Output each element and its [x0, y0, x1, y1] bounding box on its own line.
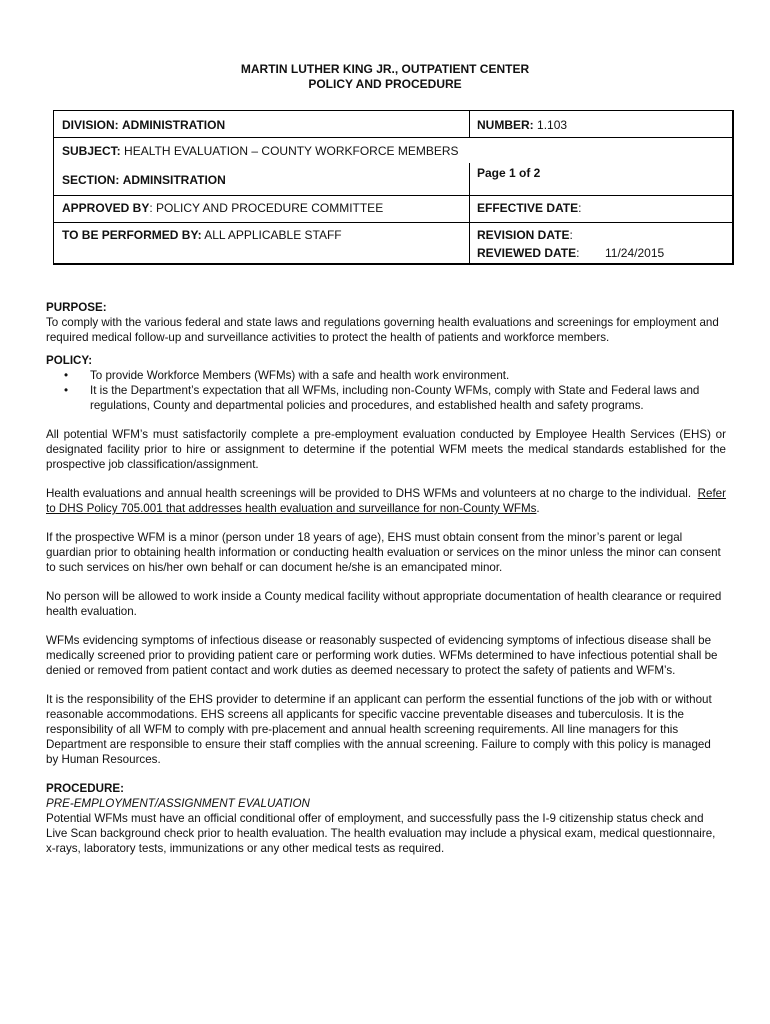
- procedure-heading: PROCEDURE:: [46, 782, 124, 795]
- bullet-glyph: •: [64, 369, 69, 382]
- approved-cell: [62, 201, 383, 216]
- approved-label: APPROVED BY: [62, 201, 150, 215]
- reviewed-colon: :: [576, 246, 580, 260]
- policy-bullet-list: [46, 368, 726, 413]
- division-cell: [62, 118, 225, 133]
- section-cell: [62, 173, 226, 188]
- page-info-cell: [477, 166, 540, 181]
- row-line-1: [54, 137, 733, 138]
- policy-paragraph-3: If the prospective WFM is a minor (person under 18 years of age), EHS must obtain consent from the minor’s parent or legal guardian prior to obtaining health information or conducting health evaluation or services on the minor unless the minor can consent to such services on his/her own behalf or can document he/she is an emancipated minor.: [46, 531, 721, 574]
- performed-label: TO BE PERFORMED BY:: [62, 228, 202, 242]
- approved-colon: :: [149, 201, 153, 215]
- dhs-policy-reference-link[interactable]: Refer to DHS Policy 705.001 that addresses health evaluation and surveillance for non-County WFMs: [46, 487, 726, 515]
- policy-bullet-1-text: To provide Workforce Members (WFMs) with a safe and health work environment.: [90, 369, 510, 382]
- policy-paragraph-1: All potential WFM’s must satisfactorily complete a pre-employment evaluation conducted by Employee Health Services (EHS) or designated facility prior to hire or assignment to determine if the potential WFM meets the medical standards established for the prospective job classification/assignment.: [46, 428, 726, 471]
- policy-paragraph-4: No person will be allowed to work inside a County medical facility without appropriate documentation of health clearance or required health evaluation.: [46, 590, 722, 618]
- reviewed-label: REVIEWED DATE: [477, 246, 577, 260]
- effective-colon: :: [578, 201, 582, 215]
- number-cell: [477, 118, 567, 133]
- bullet-glyph: •: [64, 384, 69, 397]
- approved-value: POLICY AND PROCEDURE COMMITTEE: [156, 201, 384, 215]
- division-label: DIVISION:: [62, 118, 119, 132]
- section-value: ADMINSITRATION: [122, 173, 226, 187]
- performed-cell: [62, 228, 342, 243]
- policy-bullet-2-text: It is the Department’s expectation that all WFMs, including non-County WFMs, comply with State and Federal laws and regulations, County and departmental policies and procedures, and established health and safety programs.: [90, 384, 700, 412]
- division-value: ADMINISTRATION: [122, 118, 226, 132]
- subject-cell: [62, 144, 459, 159]
- document-title: [0, 62, 770, 92]
- revision-label: REVISION DATE: [477, 228, 570, 242]
- row-line-4: [54, 222, 733, 223]
- subject-value: HEALTH EVALUATION – COUNTY WORKFORCE MEMBERS: [124, 144, 459, 158]
- reviewed-value-cell: [605, 246, 664, 261]
- policy-paragraph-2-text: Health evaluations and annual health screenings will be provided to DHS WFMs and volunteers at no charge to the individual.: [46, 487, 692, 500]
- performed-value: ALL APPLICABLE STAFF: [204, 228, 342, 242]
- number-value: 1.103: [537, 118, 568, 132]
- page-info: Page 1 of 2: [477, 166, 541, 180]
- document-body: [46, 300, 726, 856]
- divider-rows3-5: [469, 163, 470, 264]
- row-line-3: [54, 195, 733, 196]
- section-label: SECTION:: [62, 173, 120, 187]
- reviewed-cell: [477, 246, 579, 261]
- title-line-1: MARTIN LUTHER KING JR., OUTPATIENT CENTER: [240, 62, 530, 76]
- policy-paragraph-2-end: .: [536, 502, 540, 515]
- effective-cell: [477, 201, 581, 216]
- divider-row1: [469, 111, 470, 137]
- reviewed-value: 11/24/2015: [605, 246, 665, 260]
- title-line-2: POLICY AND PROCEDURE: [308, 77, 462, 91]
- policy-paragraph-5: WFMs evidencing symptoms of infectious disease or reasonably suspected of evidencing symptoms of infectious disease shall be medically screened prior to providing patient care or performing work duties. WFMs determined to have infectious potential shall be denied or removed from patient contact and work duties as deemed necessary to protect the safety of patients and WFM’s.: [46, 634, 718, 677]
- policy-bullet-2: [64, 383, 726, 413]
- policy-heading: POLICY:: [46, 354, 93, 367]
- effective-label: EFFECTIVE DATE: [477, 201, 579, 215]
- policy-paragraph-6: It is the responsibility of the EHS provider to determine if an applicant can perform the essential functions of the job with or without reasonable accommodations. EHS screens all applicants for specific vaccine preventable diseases and tuberculosis. It is the responsibility of all WFM to comply with pre-placement and annual health screening requirements. All line managers for this Department are responsible to ensure their staff complies with the annual screening. Failure to comply with this policy is managed by Human Resources.: [46, 693, 712, 766]
- policy-bullet-1: [64, 368, 726, 383]
- revision-cell: [477, 228, 573, 243]
- revision-colon: :: [569, 228, 573, 242]
- procedure-subheading: PRE-EMPLOYMENT/ASSIGNMENT EVALUATION: [46, 797, 310, 810]
- purpose-text: To comply with the various federal and state laws and regulations governing health evaluations and screenings for employment and required medical follow-up and surveillance activities to protect the health of patients and workforce members.: [46, 316, 719, 344]
- policy-header-table: [53, 110, 734, 265]
- purpose-heading: PURPOSE:: [46, 301, 107, 314]
- number-label: NUMBER:: [477, 118, 534, 132]
- procedure-text: Potential WFMs must have an official conditional offer of employment, and successfully pass the I-9 citizenship status check and Live Scan background check prior to health evaluation. The health evaluation may include a physical exam, medical questionnaire, x-rays, laboratory tests, immunizations or any other medical tests as required.: [46, 812, 716, 855]
- policy-paragraph-2: [46, 486, 726, 516]
- subject-label: SUBJECT:: [62, 144, 121, 158]
